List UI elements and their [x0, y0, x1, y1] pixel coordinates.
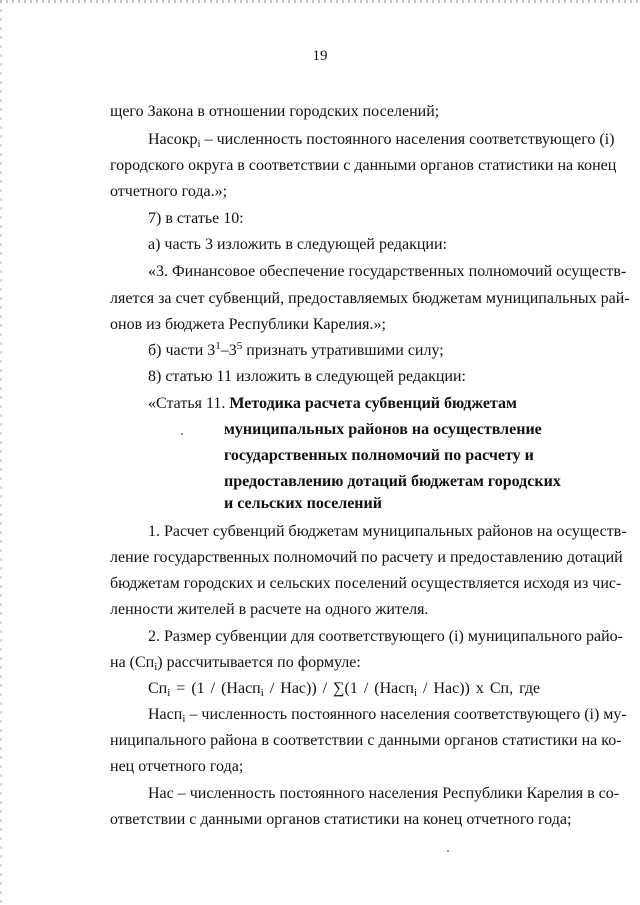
- text-line-10: [148, 341, 444, 361]
- text-line-24: [148, 705, 627, 725]
- scan-edge-left: [0, 0, 2, 905]
- text-line-18: ление государственных полномочий по расчету и предоставлению дотаций: [110, 549, 623, 566]
- text-line-1: щего Закона в отношении городских поселений;: [110, 103, 440, 120]
- formula-sub-2: i: [260, 687, 264, 699]
- formula-sub-3: i: [413, 687, 418, 699]
- text-line-22: [110, 653, 361, 673]
- text-line-21: 2. Размер субвенции для соответствующего (i) муниципального райо-: [148, 628, 623, 645]
- superscript-5: 5: [236, 340, 243, 352]
- text-line-6: а) часть 3 изложить в следующей редакции:: [148, 236, 447, 253]
- dash-three: –3: [220, 342, 237, 359]
- text-line-19: бюджетам городских и сельских поселений осуществляется исходя из чис-: [110, 575, 622, 592]
- article-title-line-4: предоставлению дотаций бюджетам городских: [224, 473, 561, 490]
- superscript-1: 1: [215, 340, 221, 352]
- text-line-26: нец отчетного года;: [110, 758, 244, 775]
- text-line-7: «3. Финансовое обеспечение государственных полномочий осуществ-: [148, 263, 627, 280]
- term-nasp: Насп: [148, 706, 183, 723]
- subscript-i: i: [182, 713, 186, 725]
- formula-part-3: / Нас)) / ∑(1 / (Насп: [263, 680, 414, 697]
- article-title-line-3: государственных полномочий по расчету и: [224, 447, 534, 464]
- text-line-10-rest: признать утратившими силу;: [242, 342, 444, 359]
- subscript-i: i: [197, 138, 201, 150]
- text-line-10-start: б) части 3: [148, 342, 216, 359]
- text-line-2: [148, 130, 615, 150]
- text-line-22-start: на (Сп: [110, 654, 155, 671]
- text-line-3: городского округа в соответствии с данными органов статистики на конец: [110, 157, 617, 174]
- text-line-28: ответствии с данными органов статистики на конец отчетного года;: [110, 811, 572, 828]
- text-line-5: 7) в статье 10:: [148, 210, 244, 227]
- text-line-4: отчетного года.»;: [110, 183, 228, 200]
- article-heading: [148, 394, 517, 414]
- scan-speck: [447, 850, 449, 852]
- subscript-i: i: [154, 661, 158, 673]
- text-line-20: ленности жителей в расчете на одного жителя.: [110, 601, 429, 618]
- scan-edge-top: [0, 0, 640, 3]
- text-line-27: Нас – численность постоянного населения Республики Карелия в со-: [148, 785, 620, 802]
- page-number: 19: [312, 48, 328, 64]
- article-title-line-5: и сельских поселений: [224, 495, 382, 512]
- scan-speck: [181, 433, 183, 435]
- text-line-11: 8) статью 11 изложить в следующей редакции:: [148, 368, 466, 385]
- text-line-22-rest: ) рассчитывается по формуле:: [157, 654, 361, 671]
- text-line-17: 1. Расчет субвенций бюджетам муниципальных районов на осуществ-: [148, 523, 627, 540]
- formula-part-4: / Нас)) x Сп, где: [417, 680, 541, 697]
- formula-sub-1: i: [167, 687, 171, 699]
- formula-part-1: Сп: [148, 680, 168, 697]
- text-line-25: ниципального района в соответствии с данными органов статистики на ко-: [110, 732, 622, 749]
- term-nasokr: Насокр: [148, 131, 198, 148]
- article-title: Методика расчета субвенций бюджетам: [229, 395, 517, 412]
- text-line-9: онов из бюджета Республики Карелия.»;: [110, 316, 386, 333]
- text-line-8: ляется за счет субвенций, предоставляемых бюджетам муниципальных рай-: [110, 290, 630, 307]
- text-line-24-rest: – численность постоянного населения соответствующего (i) му-: [185, 706, 627, 723]
- formula: [148, 679, 540, 699]
- text-line-2-rest: – численность постоянного населения соответствующего (i): [200, 131, 615, 148]
- formula-part-2: = (1 / (Насп: [170, 680, 261, 697]
- article-label: «Статья 11.: [148, 395, 230, 412]
- article-title-line-2: муниципальных районов на осуществление: [224, 421, 542, 438]
